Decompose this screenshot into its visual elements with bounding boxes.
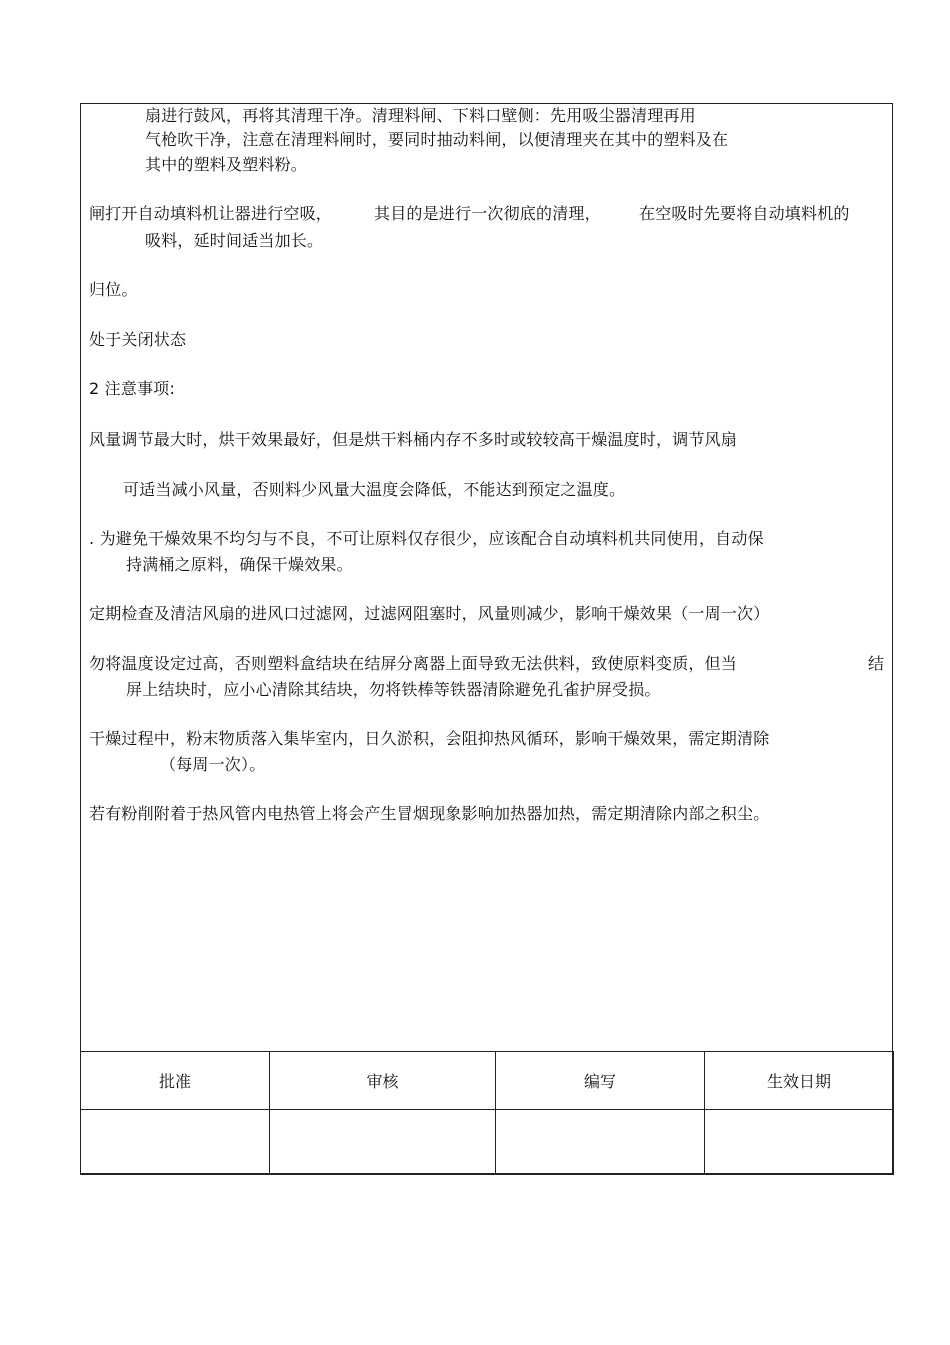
- document-frame: [80, 103, 893, 1174]
- approve-cell: [81, 1110, 270, 1175]
- text-line: 屏上结块时，应小心清除其结块，勿将铁棒等铁器清除避免孔雀护屏受损。: [126, 680, 661, 699]
- text-line: 其目的是进行一次彻底的清理，: [374, 204, 601, 223]
- text-line: 处于关闭状态: [89, 330, 187, 349]
- text-line: 可适当减小风量，否则料少风量大温度会降低，不能达到预定之温度。: [123, 480, 626, 499]
- text-line: 定期检查及清洁风扇的进风口过滤网，过滤网阻塞时，风量则减少，影响干燥效果（一周一次）: [89, 604, 770, 623]
- text-line: 持满桶之原料，确保干燥效果。: [126, 555, 353, 574]
- text-line: 在空吸时先要将自动填料机的: [639, 204, 850, 223]
- text-line: 勿将温度设定过高，否则塑料盒结块在结屏分离器上面导致无法供料，致使原料变质，但当: [89, 654, 738, 673]
- text-line: 干燥过程中，粉末物质落入集毕室内，日久淤积，会阻抑热风循环，影响干燥效果，需定期清除: [89, 729, 770, 748]
- signature-header-row: [81, 1052, 894, 1110]
- approve-header: 批准: [81, 1052, 270, 1110]
- author-header: 编写: [496, 1052, 705, 1110]
- review-header: 审核: [270, 1052, 496, 1110]
- text-line: （每周一次）。: [160, 755, 266, 774]
- review-cell: [270, 1110, 496, 1175]
- text-line: 气枪吹干净，注意在清理料闸时，要同时抽动料闸，以便清理夹在其中的塑料及在: [145, 130, 729, 149]
- text-line: 闸打开自动填料机让器进行空吸，: [89, 204, 333, 223]
- text-line: 风量调节最大时，烘干效果最好，但是烘干料桶内存不多时或较较高干燥温度时，调节风扇: [89, 430, 738, 449]
- section-heading: 2 注意事项:: [89, 379, 176, 398]
- text-line: . 为避免干燥效果不均匀与不良，不可让原料仅存很少，应该配合自动填料机共同使用，自动保: [89, 529, 764, 548]
- effective-date-cell: [705, 1110, 894, 1175]
- text-line: 归位。: [89, 280, 138, 299]
- signature-table: [80, 1051, 894, 1175]
- signature-value-row: [81, 1110, 894, 1175]
- text-line: 扇进行鼓风，再将其清理干净。清理料闸、下料口壁侧：先用吸尘器清理再用: [145, 106, 696, 125]
- text-line: 其中的塑料及塑料粉。: [145, 155, 308, 174]
- effective-date-header: 生效日期: [705, 1052, 894, 1110]
- text-line: 结: [868, 654, 885, 673]
- text-line: 若有粉削附着于热风管内电热管上将会产生冒烟现象影响加热器加热，需定期清除内部之积尘。: [89, 804, 770, 823]
- text-line: 吸料，延时间适当加长。: [145, 231, 324, 250]
- author-cell: [496, 1110, 705, 1175]
